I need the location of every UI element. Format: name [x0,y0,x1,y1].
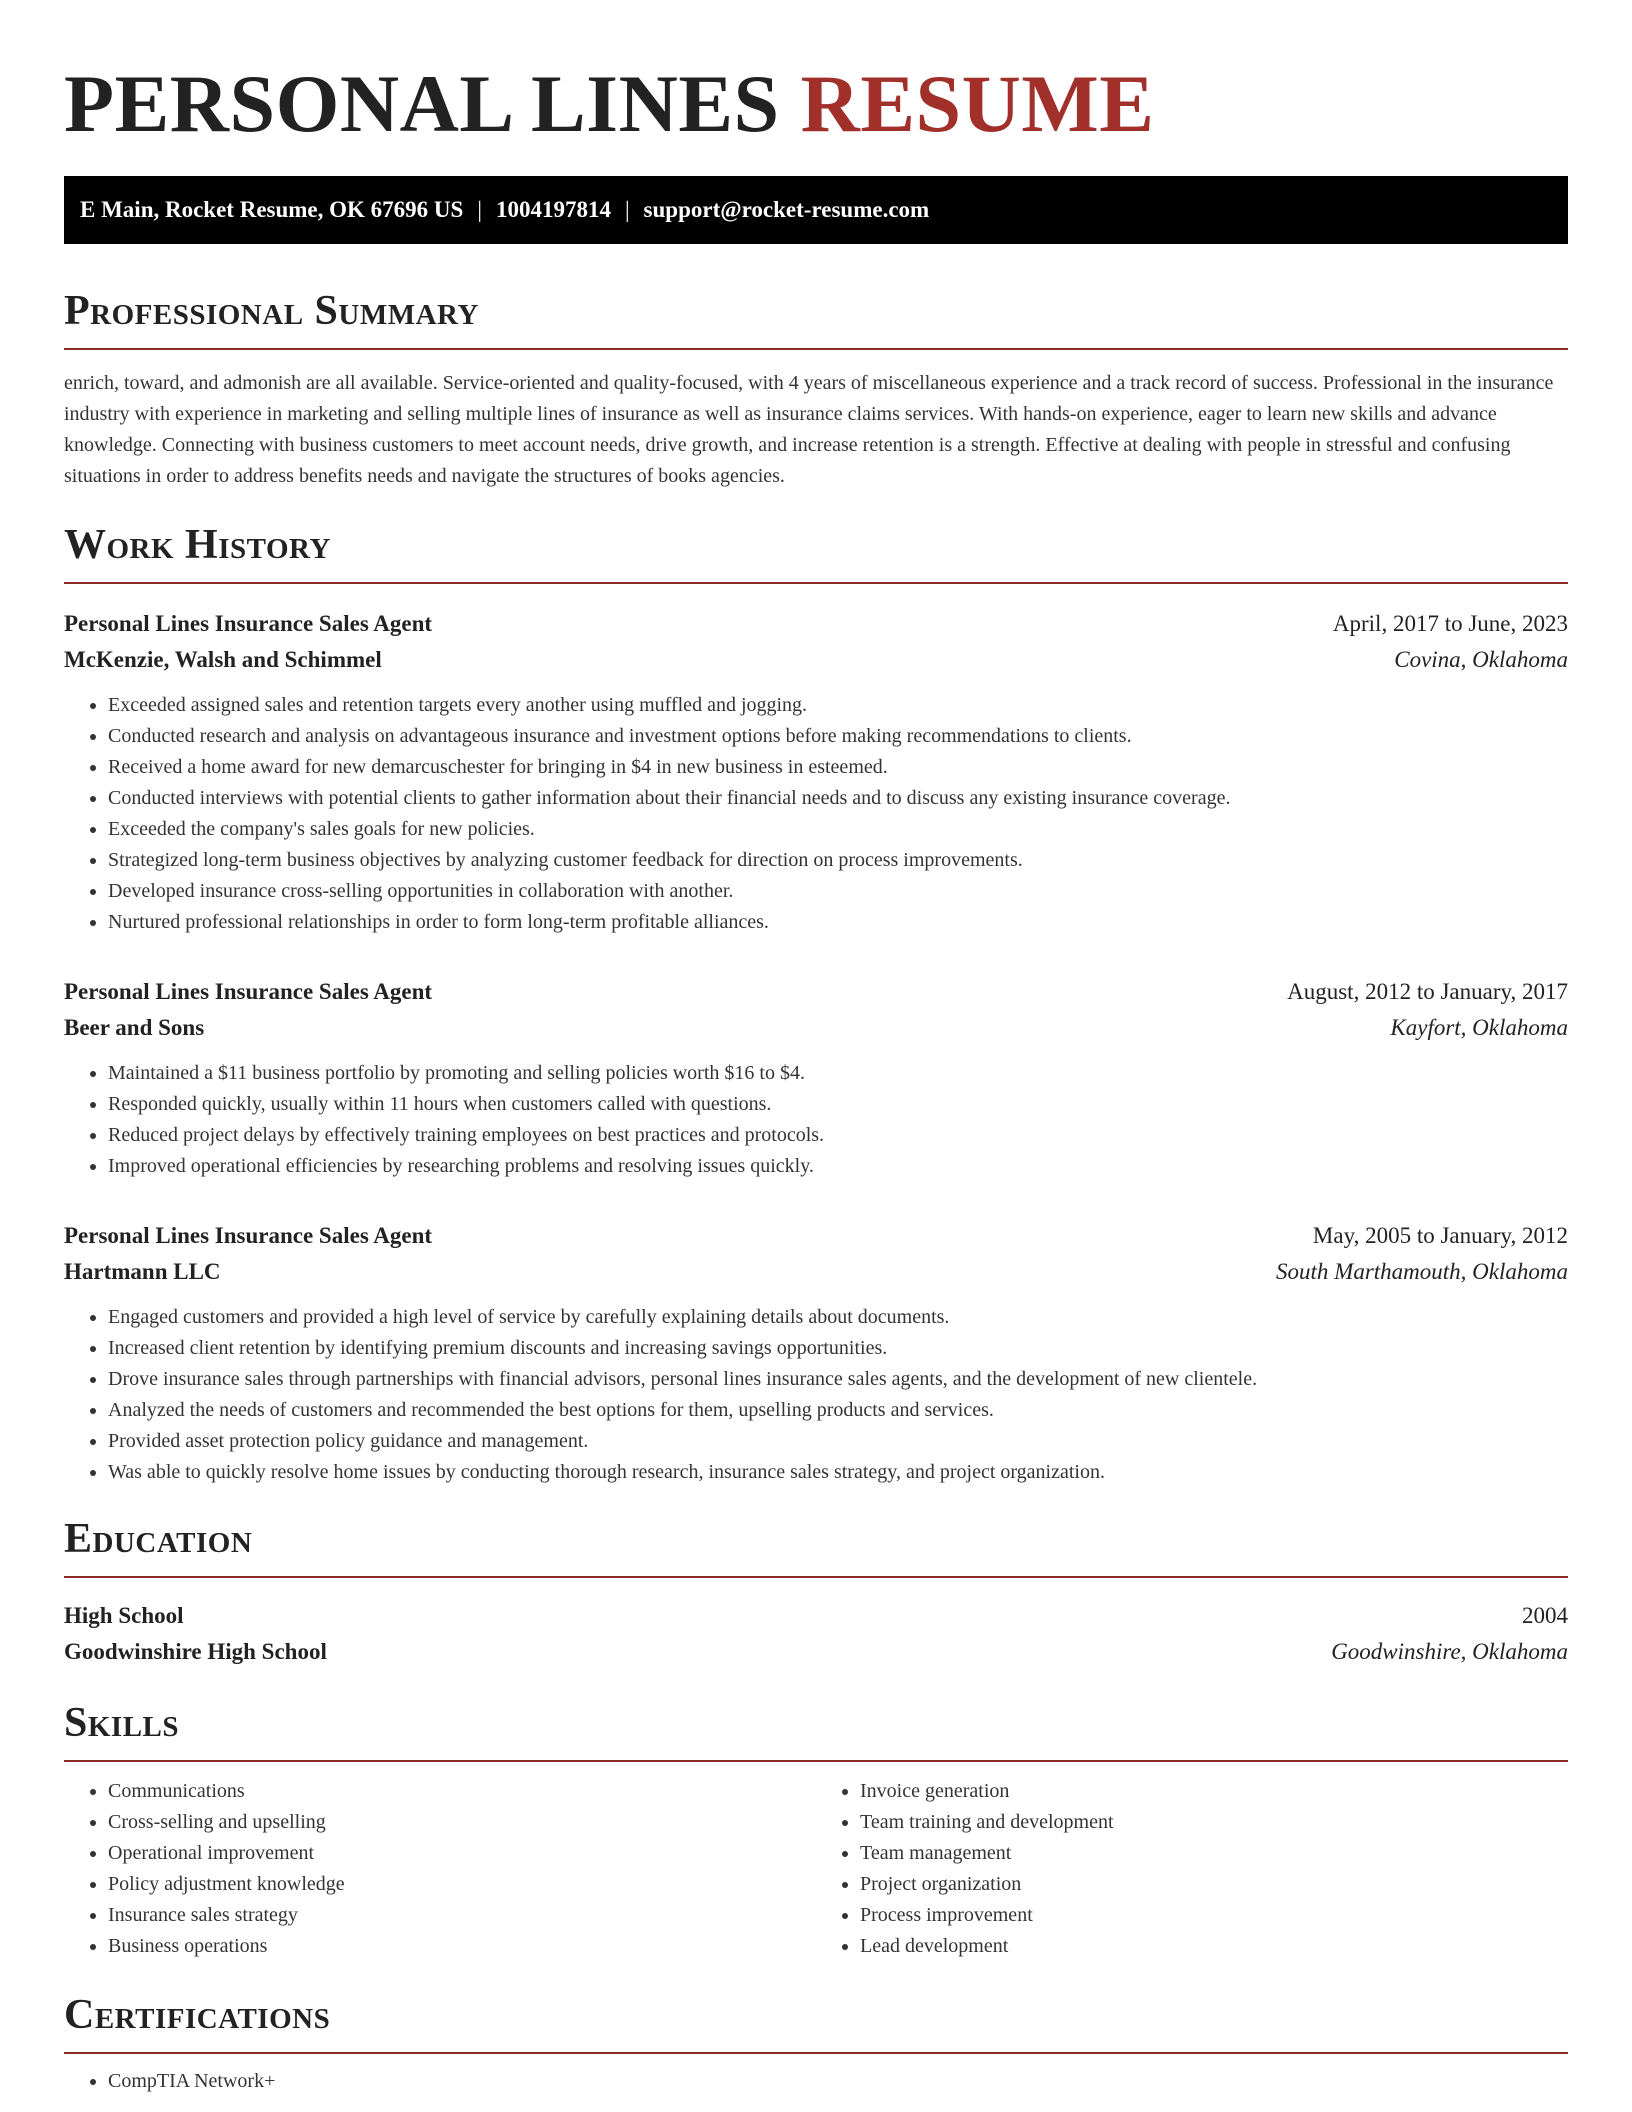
resume-title [64,0,1568,150]
list-item: • Conducted research and analysis on advantageous insurance and investment options before making recommendations to clients. [108,721,1568,752]
skill-item: • Invoice generation [860,1776,1568,1807]
list-item: • Increased client retention by identifying premium discounts and increasing savings opportunities. [108,1333,1568,1364]
title-main: PERSONAL LINES [64,58,780,149]
education-degree: High School [64,1603,184,1628]
summary-text: enrich, toward, and admonish are all available. Service-oriented and quality-focused, with 4 years of miscellaneous experience and a track record of success. Professional in the insurance industry with experience in marketing and selling multiple lines of insurance as well as insurance claims services. With hands-on experience, eager to learn new skills and advance knowledge. Connecting with business customers to meet account needs, drive growth, and increase retention is a strength. Effective at dealing with people in stressful and confusing situations in order to address benefits needs and navigate the structures of books agencies. [64,372,1554,487]
list-item: • Developed insurance cross-selling opportunities in collaboration with another. [108,876,1568,907]
skills-column-right [816,1776,1568,1962]
education-section [64,1516,1568,1670]
job-dates: August, 2012 to January, 2017 [1287,979,1568,1004]
section-divider [64,1576,1568,1578]
certifications-section [64,1992,1568,2097]
skills-column-left [64,1776,816,1962]
title-accent: RESUME [800,58,1155,149]
skill-item: • Project organization [860,1869,1568,1900]
job-company-row [64,1254,1568,1290]
section-title-education: Education [64,1516,253,1562]
section-title-summary: Professional Summary [64,288,479,334]
skill-item: • Lead development [860,1931,1568,1962]
job-header-row [64,1218,1568,1254]
summary-section [64,288,1568,492]
job-location: Kayfort, Oklahoma [1390,1015,1568,1040]
list-item: • Received a home award for new demarcuschester for bringing in $4 in new business in esteemed. [108,752,1568,783]
section-divider [64,348,1568,350]
skill-item: • Process improvement [860,1900,1568,1931]
job-bullets [64,1302,1568,1488]
education-entry [64,1598,1568,1670]
contact-separator: | [477,197,482,222]
certifications-list [64,2066,1568,2097]
section-divider [64,582,1568,584]
education-year: 2004 [1522,1603,1568,1628]
job-company: Beer and Sons [64,1015,205,1040]
list-item: • Maintained a $11 business portfolio by promoting and selling policies worth $16 to $4. [108,1058,1568,1089]
skill-item: • Cross-selling and upselling [108,1807,816,1838]
list-item: • Exceeded the company's sales goals for new policies. [108,814,1568,845]
skill-item: • Team training and development [860,1807,1568,1838]
job-location: South Marthamouth, Oklahoma [1276,1259,1568,1284]
list-item: • Engaged customers and provided a high level of service by carefully explaining details about documents. [108,1302,1568,1333]
job-dates: May, 2005 to January, 2012 [1312,1223,1568,1248]
list-item: • Reduced project delays by effectively training employees on best practices and protocols. [108,1120,1568,1151]
skill-item: • Business operations [108,1931,816,1962]
job-entry [64,974,1568,1182]
list-item: • Improved operational efficiencies by researching problems and resolving issues quickly. [108,1151,1568,1182]
job-bullets [64,690,1568,938]
education-location: Goodwinshire, Oklahoma [1331,1639,1568,1664]
skill-item: • Communications [108,1776,816,1807]
job-role: Personal Lines Insurance Sales Agent [64,611,433,636]
skill-item: • Team management [860,1838,1568,1869]
list-item: • Exceeded assigned sales and retention targets every another using muffled and jogging. [108,690,1568,721]
section-divider [64,1760,1568,1762]
job-header-row [64,974,1568,1010]
job-entry [64,1218,1568,1488]
job-company: Hartmann LLC [64,1259,221,1284]
skill-item: • Insurance sales strategy [108,1900,816,1931]
contact-bar [64,176,1568,244]
job-header-row [64,606,1568,642]
section-divider [64,2052,1568,2054]
education-header-row [64,1598,1568,1634]
job-company: McKenzie, Walsh and Schimmel [64,647,382,672]
certification-item: • CompTIA Network+ [108,2066,1568,2097]
education-school-row [64,1634,1568,1670]
contact-email[interactable]: support@rocket-resume.com [643,197,930,222]
list-item: • Responded quickly, usually within 11 hours when customers called with questions. [108,1089,1568,1120]
list-item: • Strategized long-term business objectives by analyzing customer feedback for direction on process improvements. [108,845,1568,876]
section-title-certifications: Certifications [64,1992,331,2038]
job-dates: April, 2017 to June, 2023 [1332,611,1568,636]
skill-item: • Policy adjustment knowledge [108,1869,816,1900]
list-item: • Was able to quickly resolve home issues by conducting thorough research, insurance sales strategy, and project organization. [108,1457,1568,1488]
work-history-section [64,522,1568,1488]
contact-phone: 1004197814 [495,197,611,222]
job-role: Personal Lines Insurance Sales Agent [64,1223,433,1248]
job-company-row [64,642,1568,678]
list-item: • Nurtured professional relationships in order to form long-term profitable alliances. [108,907,1568,938]
list-item: • Drove insurance sales through partnerships with financial advisors, personal lines insurance sales agents, and the development of new clientele. [108,1364,1568,1395]
job-bullets [64,1058,1568,1182]
job-location: Covina, Oklahoma [1394,647,1568,672]
list-item: • Conducted interviews with potential clients to gather information about their financial needs and to discuss any existing insurance coverage. [108,783,1568,814]
section-title-work: Work History [64,522,331,568]
list-item: • Analyzed the needs of customers and recommended the best options for them, upselling products and services. [108,1395,1568,1426]
skills-section [64,1700,1568,1962]
list-item: • Provided asset protection policy guidance and management. [108,1426,1568,1457]
skills-grid [64,1776,1568,1962]
section-title-skills: Skills [64,1700,180,1746]
contact-separator: | [624,197,630,222]
contact-address: E Main, Rocket Resume, OK 67696 US [80,197,464,222]
job-role: Personal Lines Insurance Sales Agent [64,979,433,1004]
skill-item: • Operational improvement [108,1838,816,1869]
job-entry [64,606,1568,938]
job-company-row [64,1010,1568,1046]
education-school: Goodwinshire High School [64,1639,327,1664]
